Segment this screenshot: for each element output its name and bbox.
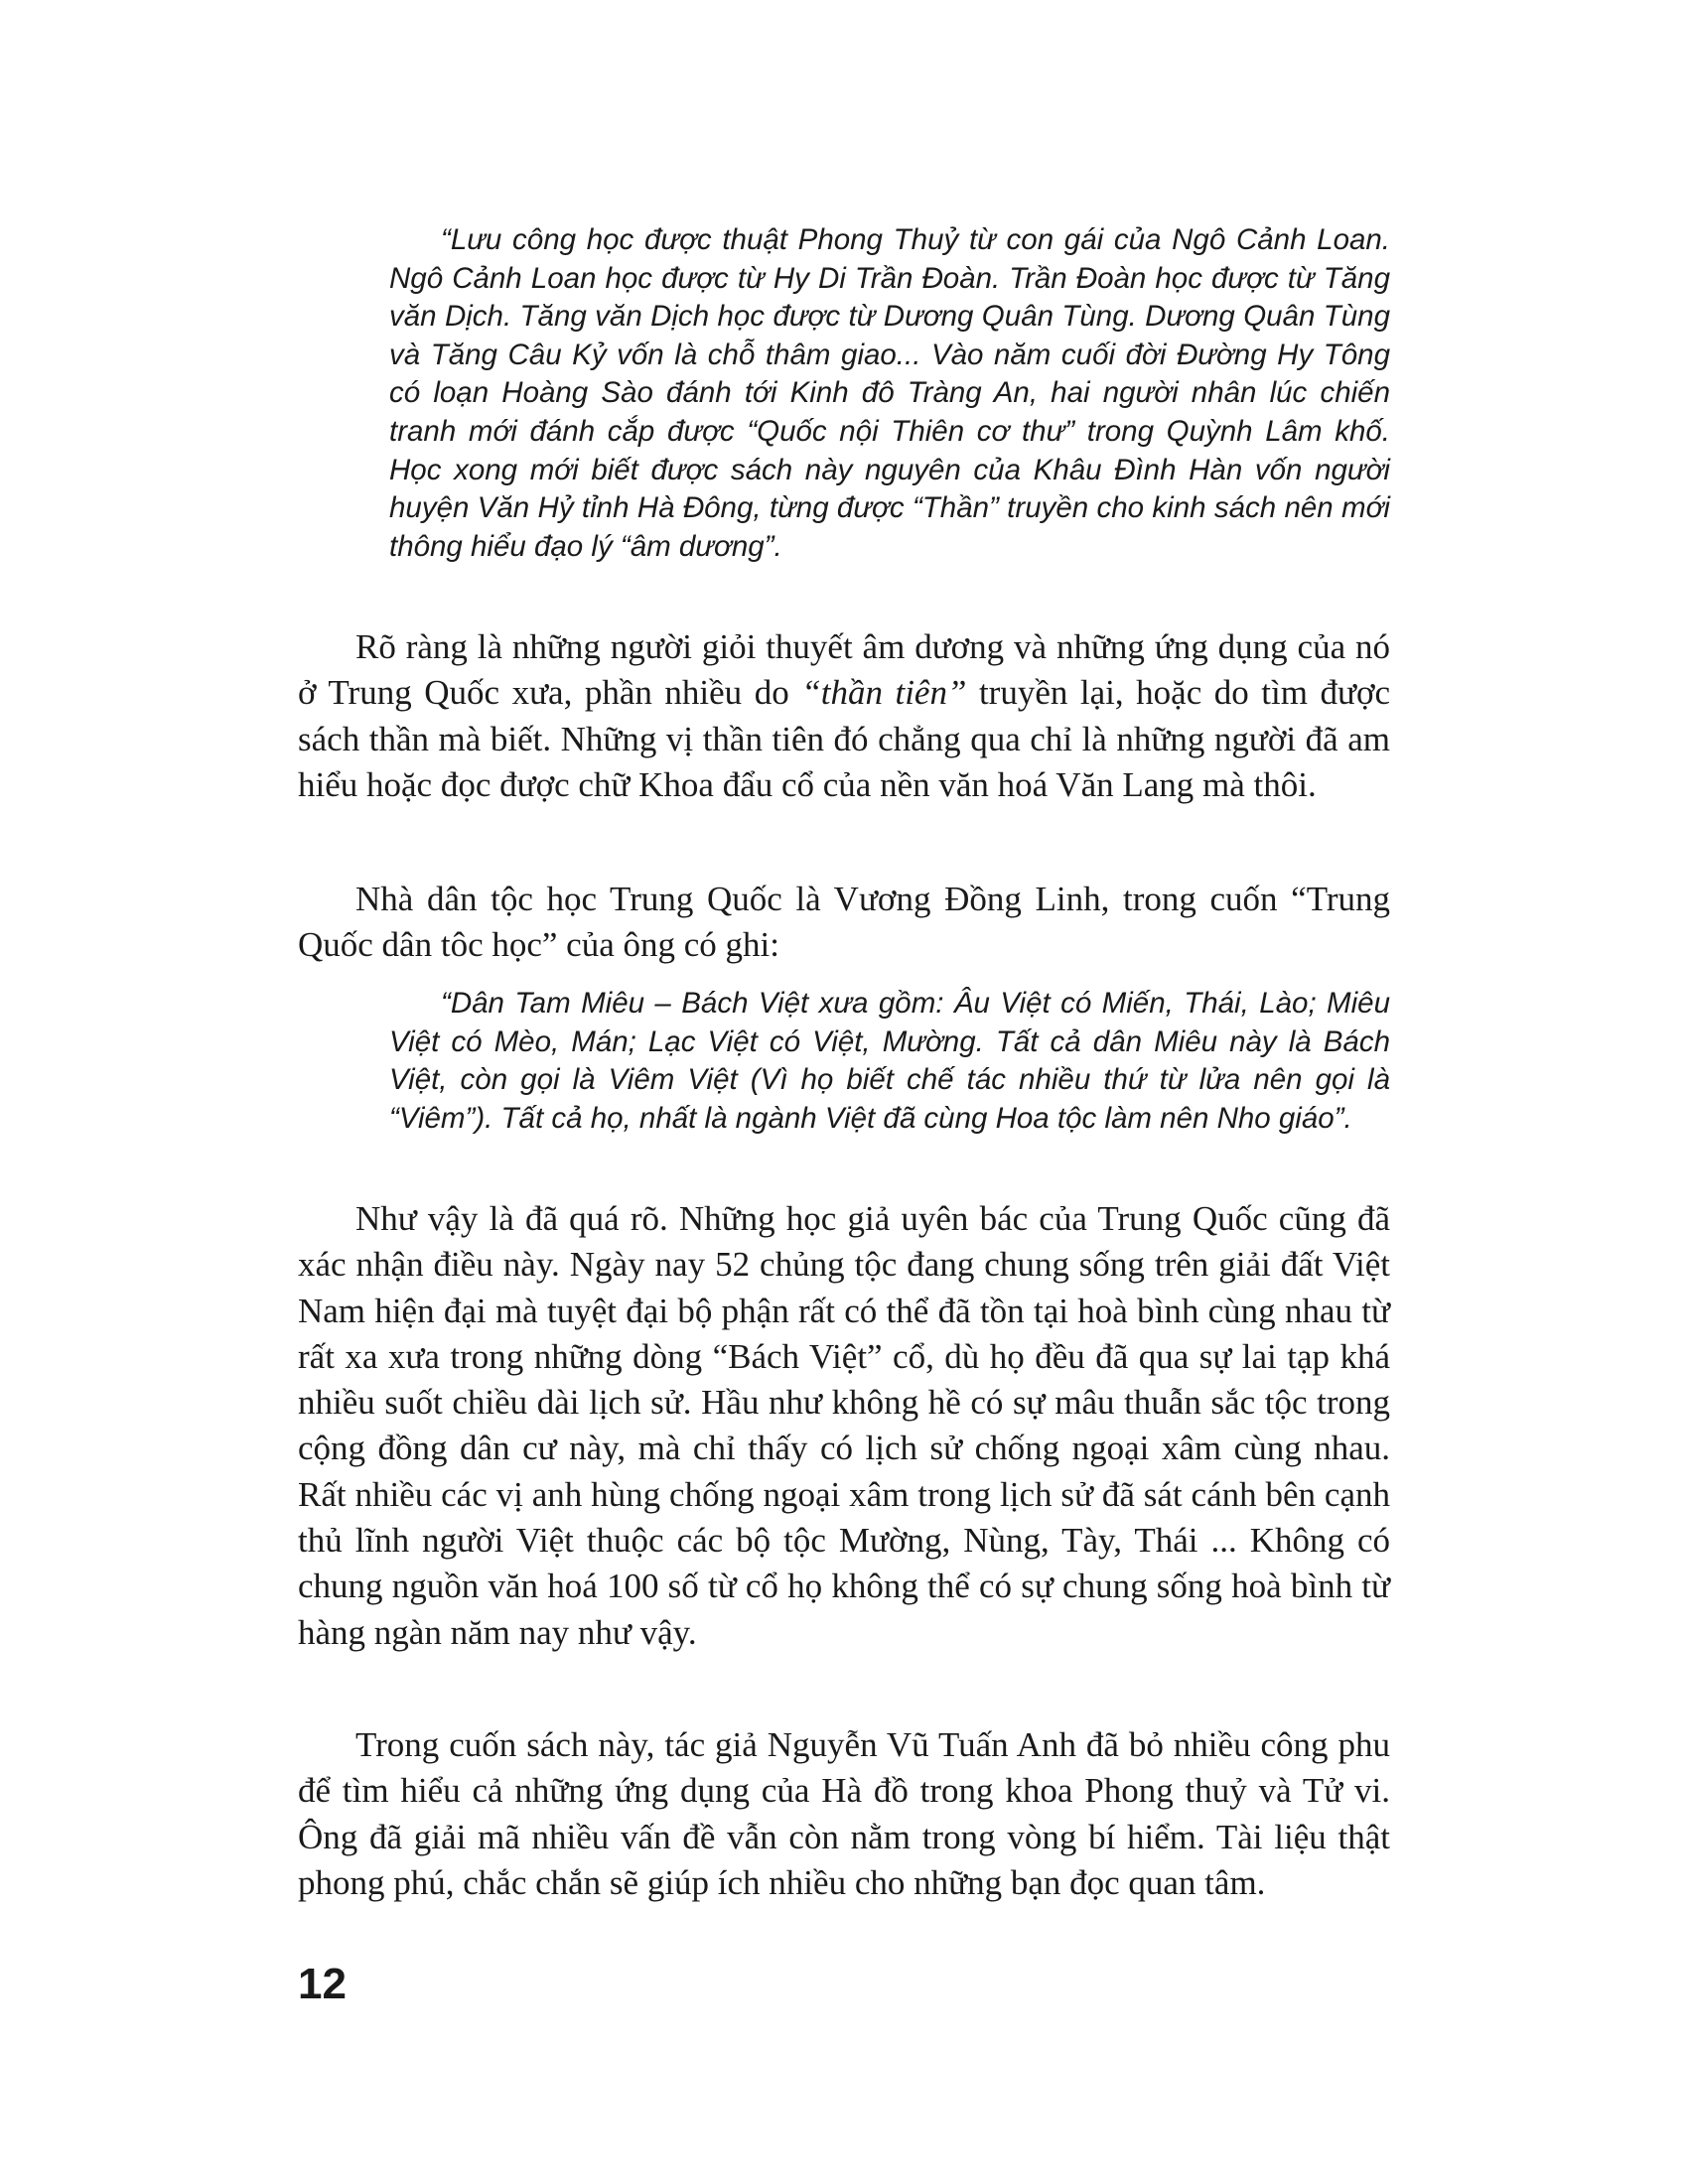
paragraph-yin-yang-origins-text-start: Rõ ràng là những người giỏi thuyết âm dương và những ứng dụng của nó ở Trung Quốc xưa, phần nhiều do — [298, 627, 1390, 713]
page-number: 12 — [298, 1960, 347, 2008]
paragraph-yin-yang-origins-text-end: truyền lại, hoặc do tìm được sách thần mà biết. Những vị thần tiên đó chẳng qua chỉ là những người đã am hiểu hoặc đọc được chữ Khoa đẩu cổ của nền văn hoá Văn Lang mà thôi. — [298, 673, 1390, 804]
block-quote-bach-viet: “Dân Tam Miêu – Bách Việt xưa gồm: Âu Việt có Miến, Thái, Lào; Miêu Việt có Mèo, Mán; Lạc Việt có Việt, Mường. Tất cả dân Miêu này là Bách Việt, còn gọi là Viêm Việt (Vì họ biết chế tác nhiều thứ từ lửa nên gọi là “Viêm”). Tất cả họ, nhất là ngành Việt đã cùng Hoa tộc làm nên Nho giáo”. — [389, 987, 1390, 1135]
paragraph-yin-yang-origins — [298, 624, 1390, 808]
emphasis-than-tien: “thần tiên” — [801, 673, 967, 713]
block-quote-feng-shui-lineage: “Lưu công học được thuật Phong Thuỷ từ con gái của Ngô Cảnh Loan. Ngô Cảnh Loan học được từ Hy Di Trần Đoàn. Trần Đoàn học được từ Tăng văn Dịch. Tăng văn Dịch học được từ Dương Quân Tùng. Dương Quân Tùng và Tăng Câu Kỷ vốn là chỗ thâm giao... Vào năm cuối đời Đường Hy Tông có loạn Hoàng Sào đánh tới Kinh đô Tràng An, hai người nhân lúc chiến tranh mới đánh cắp được “Quốc nội Thiên cơ thư” trong Quỳnh Lâm khố. Học xong mới biết được sách này nguyên của Khâu Đình Hàn vốn người huyện Văn Hỷ tỉnh Hà Đông, từng được “Thần” truyền cho kinh sách nên mới thông hiểu đạo lý “âm dương”. — [389, 223, 1390, 563]
paragraph-vuong-dong-linh: Nhà dân tộc học Trung Quốc là Vương Đồng Linh, trong cuốn “Trung Quốc dân tôc học” của ông có ghi: — [298, 880, 1390, 965]
paragraph-book-author: Trong cuốn sách này, tác giả Nguyễn Vũ Tuấn Anh đã bỏ nhiều công phu để tìm hiểu cả những ứng dụng của Hà đồ trong khoa Phong thuỷ và Tử vi. Ông đã giải mã nhiều vấn đề vẫn còn nằm trong vòng bí hiểm. Tài liệu thật phong phú, chắc chắn sẽ giúp ích nhiều cho những bạn đọc quan tâm. — [298, 1725, 1390, 1902]
paragraph-ethnic-coexistence: Như vậy là đã quá rõ. Những học giả uyên bác của Trung Quốc cũng đã xác nhận điều này. Ngày nay 52 chủng tộc đang chung sống trên giải đất Việt Nam hiện đại mà tuyệt đại bộ phận rất có thể đã tồn tại hoà bình cùng nhau từ rất xa xưa trong những dòng “Bách Việt” cổ, dù họ đều đã qua sự lai tạp khá nhiều suốt chiều dài lịch sử. Hầu như không hề có sự mâu thuẫn sắc tộc trong cộng đồng dân cư này, mà chỉ thấy có lịch sử chống ngoại xâm cùng nhau. Rất nhiều các vị anh hùng chống ngoại xâm trong lịch sử đã sát cánh bên cạnh thủ lĩnh người Việt thuộc các bộ tộc Mường, Nùng, Tày, Thái ... Không có chung nguồn văn hoá 100 số từ cổ họ không thể có sự chung sống hoà bình từ hàng ngàn năm nay như vậy. — [298, 1199, 1390, 1652]
